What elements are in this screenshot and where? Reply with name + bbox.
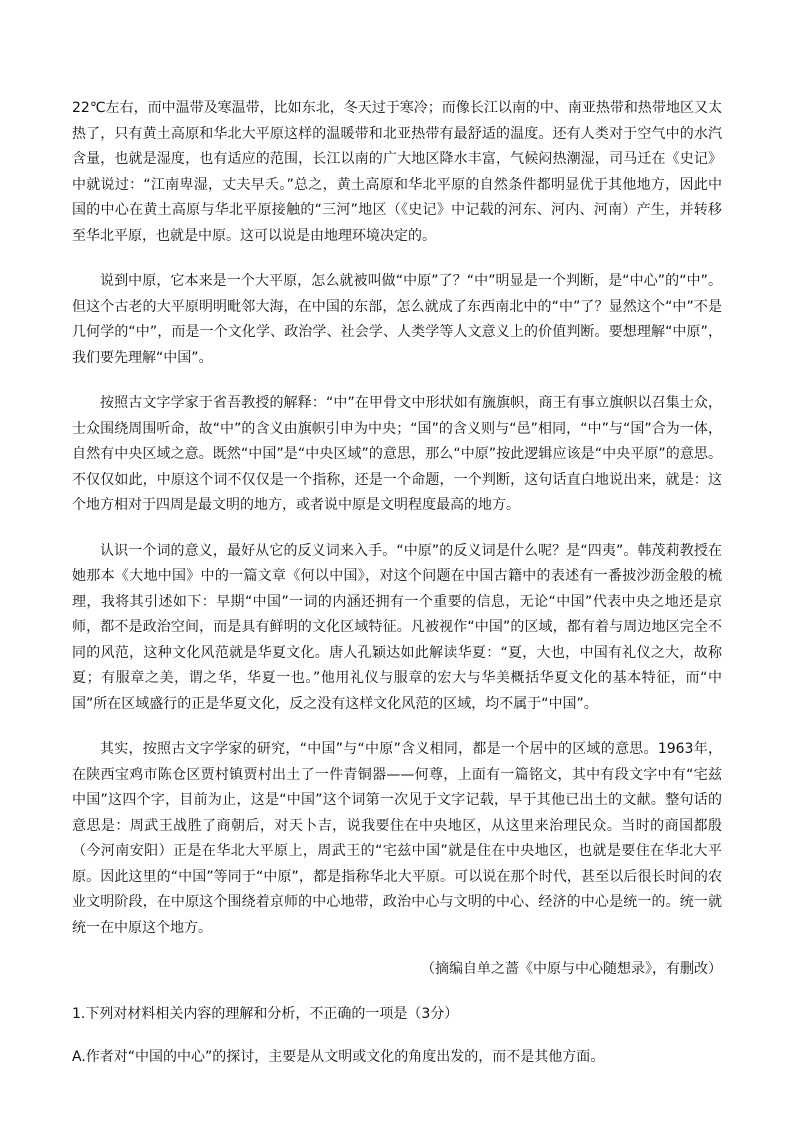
question-option-a: A.作者对“中国的中心”的探讨，主要是从文明或文化的角度出发的，而不是其他方面。 [72,1049,605,1065]
article-paragraph-2: 说到中原，它本来是一个大平原，怎么就被叫做“中原”了？“中”明显是一个判断，是“中心”的“中”。但这个古老的大平原明明毗邻大海，在中国的东部，怎么就成了东西南北中的“中”了？显然这个“中”不是几何学的“中”，而是一个文化学、政治学、社会学、人类学等人文意义上的价值判断。要想理解“中原”，我们要先理解“中国”。 [72,273,722,366]
article-paragraph-5: 其实，按照古文字学家的研究，“中国”与“中原”含义相同，都是一个居中的区域的意思。1963年，在陕西宝鸡市陈仓区贾村镇贾村出土了一件青铜器——何尊，上面有一篇铭文，其中有段文字中有“宅兹中国”这四个字，目前为止，这是“中国”这个词第一次见于文字记载，早于其他已出土的文献。整句话的意思是：周武王战胜了商朝后，对天卜吉，说我要住在中央地区，从这里来治理民众。当时的商国都殷（今河南安阳）正是在华北大平原上，周武王的“宅兹中国”就是住在中央地区，也就是要住在华北大平原。因此这里的“中国”等同于“中原”，都是指称华北大平原。可以说在那个时代，甚至以后很长时间的农业文明阶段，在中原这个围绕着京师的中心地带，政治中心与文明的中心、经济的中心是统一的。统一就统一在中原这个地方。 [72,741,722,936]
article-paragraph-4: 认识一个词的意义，最好从它的反义词来入手。“中原”的反义词是什么呢？是“四夷”。韩茂莉教授在她那本《大地中国》中的一篇文章《何以中国》，对这个问题在中国古籍中的表述有一番披沙沥金般的梳理，我将其引述如下：早期“中国”一词的内涵还拥有一个重要的信息，无论“中国”代表中央之地还是京师，都不是政治空间，而是具有鲜明的文化区域特征。凡被视作“中国”的区域，都有着与周边地区完全不同的风范，这种文化风范就是华夏文化。唐人孔颖达如此解读华夏：“夏，大也，中国有礼仪之大，故称夏；有服章之美，谓之华，华夏一也。”他用礼仪与服章的宏大与华美概括华夏文化的基本特征，而“中国”所在区域盛行的正是华夏文化，反之没有这样文化风范的区域，均不属于“中国”。 [72,542,722,712]
article-source-citation: （摘编自单之蔷《中原与中心随想录》，有删改） [421,961,722,977]
document-page [72,96,722,1070]
paragraph-gap [72,717,722,737]
paragraph-gap [72,519,722,539]
article-paragraph-1: 22℃左右，而中温带及寒温带，比如东北，冬天过于寒冷；而像长江以南的中、南亚热带和热带地区又太热了，只有黄土高原和华北大平原这样的温暖带和北亚热带有最舒适的温度。还有人类对于空气中的水汽含量，也就是湿度，也有适应的范围，长江以南的广大地区降水丰富，气候闷热潮湿，司马迁在《史记》中就说过：“江南卑湿，丈夫早夭。”总之，黄土高原和华北平原的自然条件都明显优于其他地方，因此中国的中心在黄土高原与华北平原接触的“三河”地区（《史记》中记载的河东、河内、河南）产生，并转移至华北平原，也就是中原。这可以说是由地理环境决定的。 [72,100,722,244]
question-stem: 1.下列对材料相关内容的理解和分析，不正确的一项是（3分） [72,1006,459,1022]
paragraph-gap [72,249,722,269]
paragraph-gap [72,371,722,391]
article-paragraph-3: 按照古文字学家于省吾教授的解释：“中”在甲骨文中形状如有旒旗帜，商王有事立旗帜以召集士众，士众围绕周围听命，故“中”的含义由旗帜引申为中央；“国”的含义则与“邑”相同，“中”与“国”合为一体，自然有中央区域之意。既然“中国”是“中央区域”的意思，那么“中原”按此逻辑应该是“中央平原”的意思。不仅仅如此，中原这个词不仅仅是一个指称，还是一个命题，一个判断，这句话直白地说出来，就是：这个地方相对于四周是最文明的地方，或者说中原是文明程度最高的地方。 [72,395,722,513]
